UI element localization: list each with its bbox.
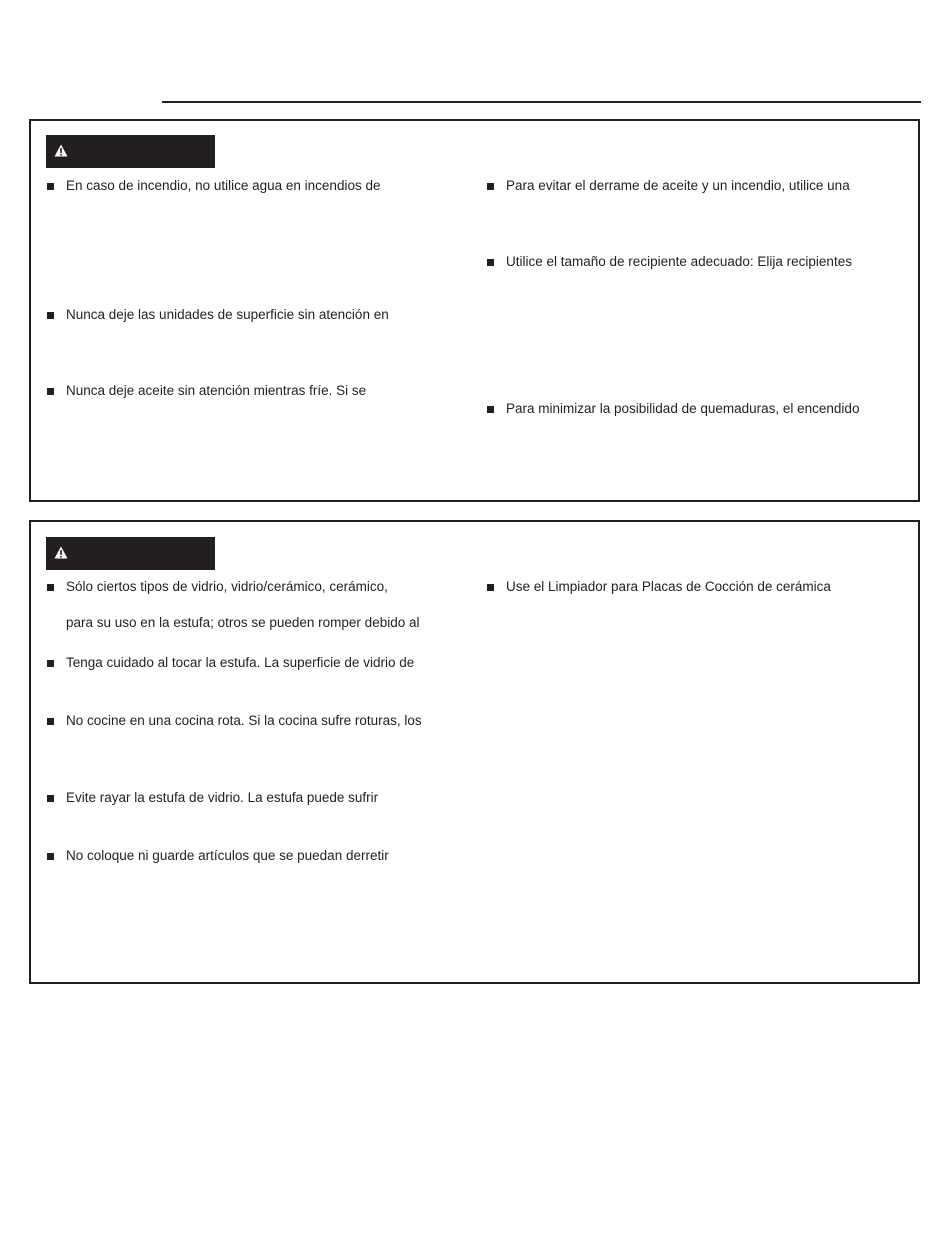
list-item-continuation: para su uso en la estufa; otros se pueden romper debido al: [66, 615, 420, 630]
list-item: Nunca deje las unidades de superficie sin atención en: [66, 307, 389, 322]
list-item: Use el Limpiador para Placas de Cocción de cerámica: [506, 579, 831, 594]
bullet-icon: [47, 183, 54, 190]
header-rule: [162, 101, 921, 103]
bullet-icon: [487, 584, 494, 591]
bullet-icon: [487, 406, 494, 413]
list-item: Para minimizar la posibilidad de quemaduras, el encendido: [506, 401, 860, 416]
bullet-icon: [47, 853, 54, 860]
bullet-icon: [487, 183, 494, 190]
list-item: Sólo ciertos tipos de vidrio, vidrio/cerámico, cerámico,: [66, 579, 388, 594]
bullet-icon: [47, 584, 54, 591]
list-item: Evite rayar la estufa de vidrio. La estufa puede sufrir: [66, 790, 379, 805]
bullet-icon: [487, 259, 494, 266]
list-item: No coloque ni guarde artículos que se puedan derretir: [66, 848, 389, 863]
warning-panel-glass-cooktop: [29, 520, 920, 984]
warning-panel-fire: [29, 119, 920, 502]
list-item: Para evitar el derrame de aceite y un incendio, utilice una: [506, 178, 850, 193]
list-item: No cocine en una cocina rota. Si la cocina sufre roturas, los: [66, 713, 422, 728]
warning-label: [46, 135, 215, 168]
list-item: Utilice el tamaño de recipiente adecuado: Elija recipientes: [506, 254, 852, 269]
warning-label: [46, 537, 215, 570]
bullet-icon: [47, 660, 54, 667]
warning-triangle-icon: [54, 144, 68, 157]
bullet-icon: [47, 388, 54, 395]
list-item: Nunca deje aceite sin atención mientras fríe. Si se: [66, 383, 367, 398]
bullet-icon: [47, 718, 54, 725]
list-item: En caso de incendio, no utilice agua en incendios de: [66, 178, 381, 193]
bullet-icon: [47, 795, 54, 802]
bullet-icon: [47, 312, 54, 319]
list-item: Tenga cuidado al tocar la estufa. La superficie de vidrio de: [66, 655, 415, 670]
warning-triangle-icon: [54, 546, 68, 559]
